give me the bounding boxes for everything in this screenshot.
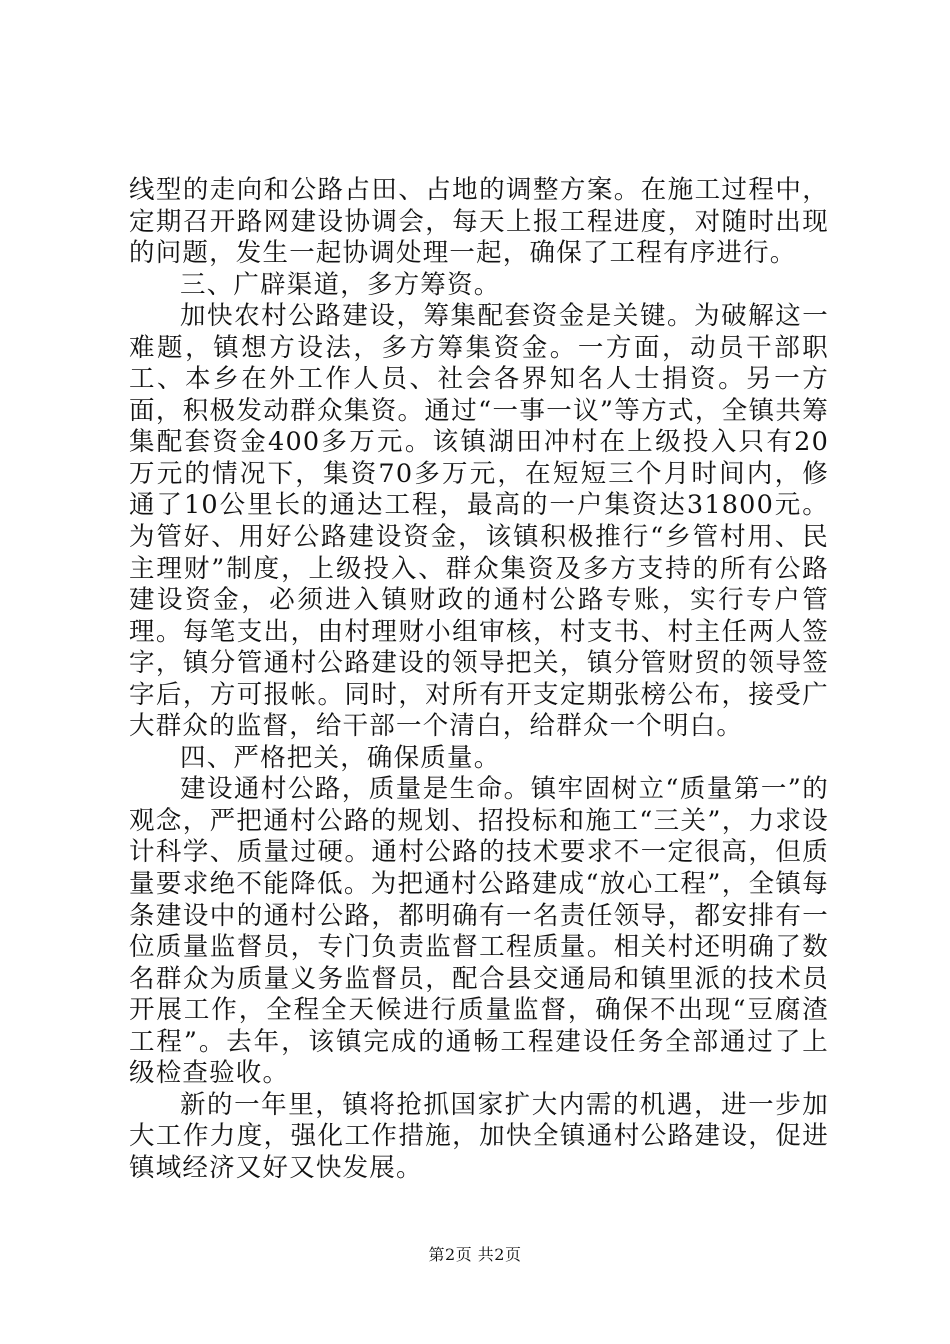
paragraph-quality: 建设通村公路，质量是生命。镇牢固树立“质量第一”的观念，严把通村公路的规划、招投标和施工“三关”，力求设计科学、质量过硬。通村公路的技术要求不一定很高，但质量要求绝不能降低。为把通村公路建成“放心工程”，全镇每条建设中的通村公路，都明确有一名责任领导，都安排有一位质量监督员，专门负责监督工程质量。相关村还明确了数名群众为质量义务监督员，配合县交通局和镇里派的技术员开展工作，全程全天候进行质量监督，确保不出现“豆腐渣工程”。去年，该镇完成的通畅工程建设任务全部通过了上级检查验收。: [129, 774, 829, 1089]
paragraph-funding: 加快农村公路建设，筹集配套资金是关键。为破解这一难题，镇想方设法，多方筹集资金。一方面，动员干部职工、本乡在外工作人员、社会各界知名人士捐资。另一方面，积极发动群众集资。通过“一事一议”等方式，全镇共筹集配套资金400多万元。该镇湖田冲村在上级投入只有20万元的情况下，集资70多万元，在短短三个月时间内，修通了10公里长的通达工程，最高的一户集资达31800元。为管好、用好公路建设资金，该镇积极推行“乡管村用、民主理财”制度，上级投入、群众集资及多方支持的所有公路建设资金，必须进入镇财政的通村公路专账，实行专户管理。每笔支出，由村理财小组审核，村支书、村主任两人签字，镇分管通村公路建设的领导把关，镇分管财贸的领导签字后，方可报帐。同时，对所有开支定期张榜公布，接受广大群众的监督，给干部一个清白，给群众一个明白。: [129, 301, 829, 742]
section-heading-3: 三、广辟渠道，多方筹资。: [180, 269, 501, 300]
document-body: [129, 175, 829, 1185]
section-heading-4: 四、严格把关，确保质量。: [180, 742, 501, 773]
paragraph-continued: 线型的走向和公路占田、占地的调整方案。在施工过程中，定期召开路网建设协调会，每天上报工程进度，对随时出现的问题，发生一起协调处理一起，确保了工程有序进行。: [129, 175, 829, 269]
page-footer: 第2页 共2页: [428, 1245, 522, 1264]
paragraph-conclusion: 新的一年里，镇将抢抓国家扩大内需的机遇，进一步加大工作力度，强化工作措施，加快全镇通村公路建设，促进镇域经济又好又快发展。: [129, 1089, 829, 1183]
